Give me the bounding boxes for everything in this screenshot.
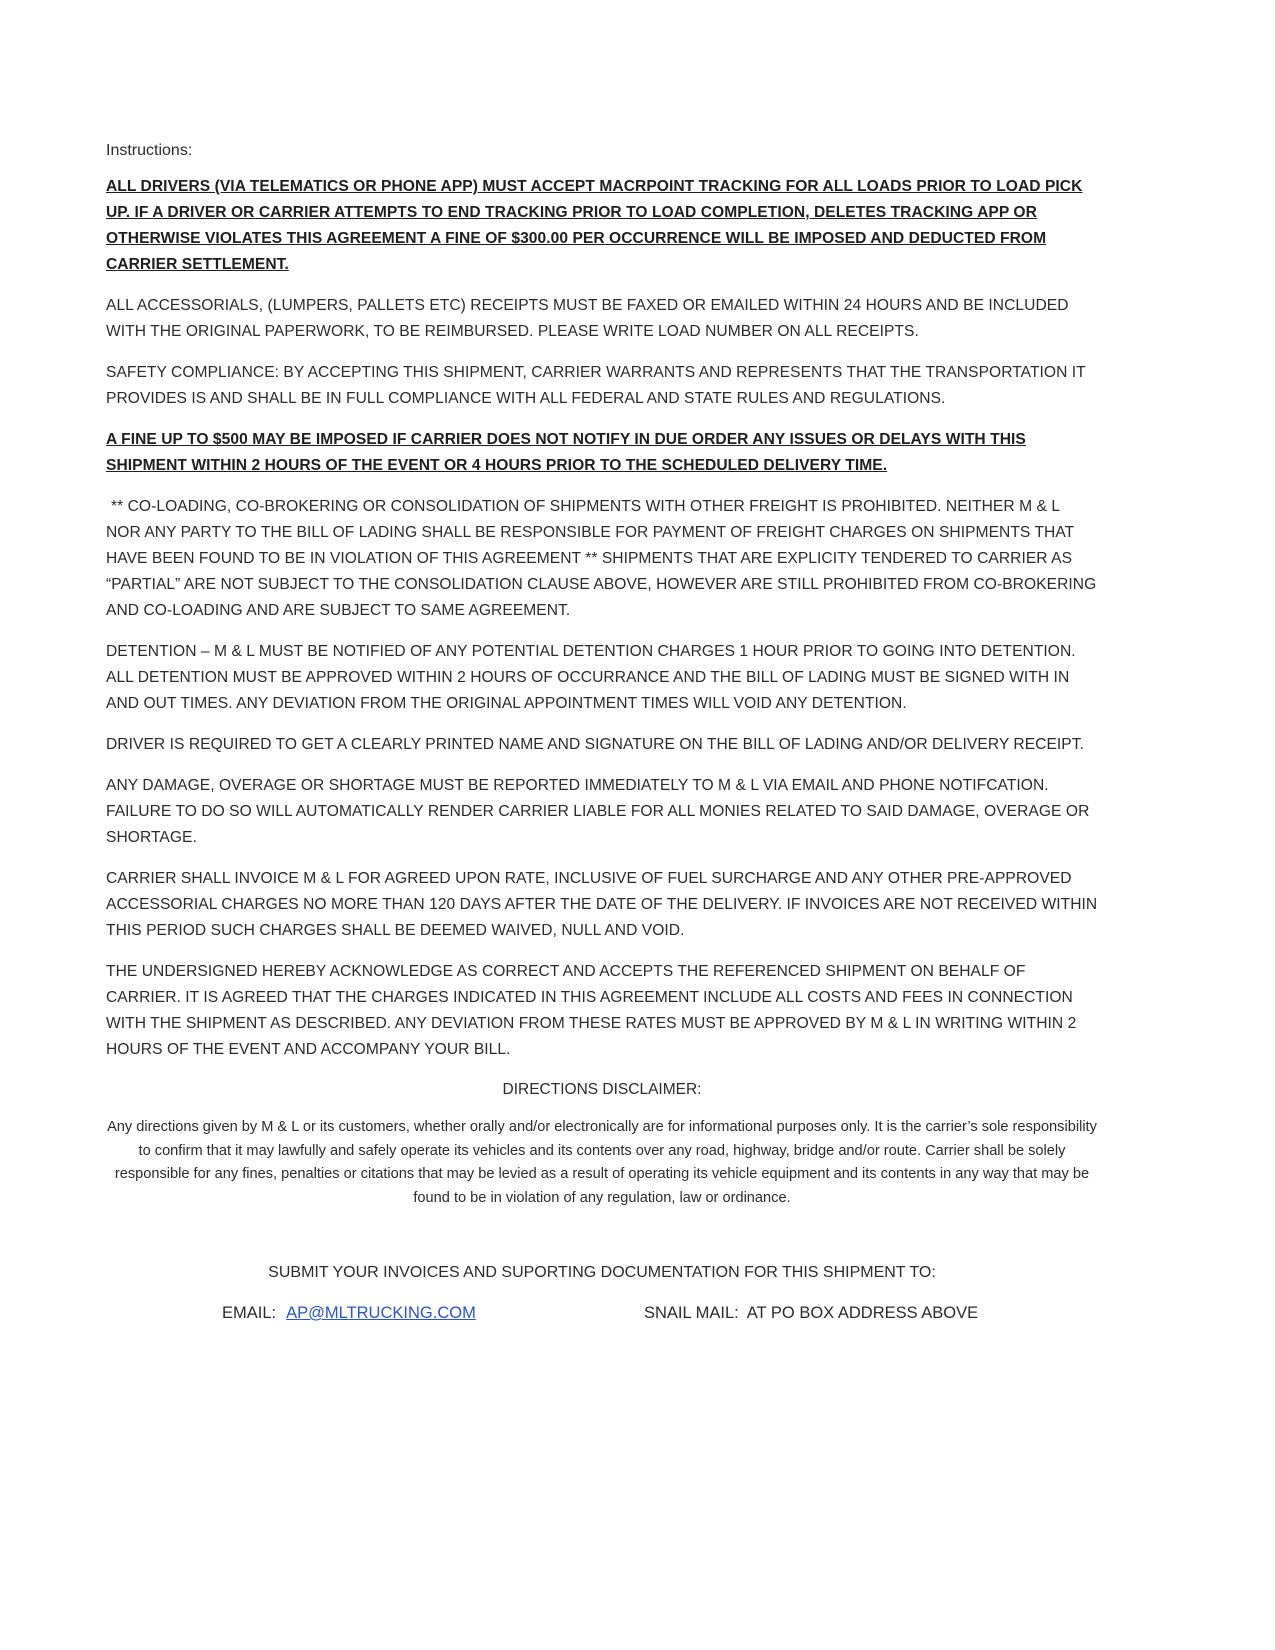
- driver-signature-paragraph: DRIVER IS REQUIRED TO GET A CLEARLY PRINTED NAME AND SIGNATURE ON THE BILL OF LADING AND/OR DELIVERY RECEIPT.: [106, 736, 1084, 753]
- contact-row: [106, 1300, 1098, 1330]
- document-page: [106, 138, 1098, 1330]
- mail-contact: [644, 1300, 978, 1326]
- damage-paragraph: ANY DAMAGE, OVERAGE OR SHORTAGE MUST BE REPORTED IMMEDIATELY TO M & L VIA EMAIL AND PHONE NOTIFCATION. FAILURE TO DO SO WILL AUTOMATICALLY RENDER CARRIER LIABLE FOR ALL MONIES RELATED TO SAID DAMAGE, OVERAGE OR SHORTAGE.: [106, 777, 1090, 846]
- disclaimer-title: DIRECTIONS DISCLAIMER:: [502, 1081, 702, 1098]
- email-contact: [222, 1300, 476, 1326]
- safety-compliance-paragraph: SAFETY COMPLIANCE: BY ACCEPTING THIS SHIPMENT, CARRIER WARRANTS AND REPRESENTS THAT THE TRANSPORTATION IT PROVIDES IS AND SHALL BE IN FULL COMPLIANCE WITH ALL FEDERAL AND STATE RULES AND REGULATIONS.: [106, 364, 1086, 407]
- co-loading-paragraph: ** CO-LOADING, CO-BROKERING OR CONSOLIDATION OF SHIPMENTS WITH OTHER FREIGHT IS PROHIBITED. NEITHER M & L NOR ANY PARTY TO THE BILL OF LADING SHALL BE RESPONSIBLE FOR PAYMENT OF FREIGHT CHARGES ON SHIPMENTS THAT HAVE BEEN FOUND TO BE IN VIOLATION OF THIS AGREEMENT ** SHIPMENTS THAT ARE EXPLICITY TENDERED TO CARRIER AS “PARTIAL” ARE NOT SUBJECT TO THE CONSOLIDATION CLAUSE ABOVE, HOWEVER ARE STILL PROHIBITED FROM CO-BROKERING AND CO-LOADING AND ARE SUBJECT TO SAME AGREEMENT.: [106, 498, 1097, 619]
- detention-paragraph: DETENTION – M & L MUST BE NOTIFIED OF ANY POTENTIAL DETENTION CHARGES 1 HOUR PRIOR TO GOING INTO DETENTION. ALL DETENTION MUST BE APPROVED WITHIN 2 HOURS OF OCCURRANCE AND THE BILL OF LADING MUST BE SIGNED WITH IN AND OUT TIMES. ANY DEVIATION FROM THE ORIGINAL APPOINTMENT TIMES WILL VOID ANY DETENTION.: [106, 643, 1076, 712]
- disclaimer-text: Any directions given by M & L or its customers, whether orally and/or electronically are for informational purposes only. It is the carrier’s sole responsibility to confirm that it may lawfully and safely operate its vehicles and its contents over any road, highway, bridge and/or route. Carrier shall be solely responsible for any fines, penalties or citations that may be levied as a result of operating its vehicle equipment and its contents in any way that may be found to be in violation of any regulation, law or ordinance.: [107, 1119, 1097, 1206]
- mail-label: SNAIL MAIL:: [644, 1304, 739, 1322]
- acknowledgement-paragraph: THE UNDERSIGNED HEREBY ACKNOWLEDGE AS CORRECT AND ACCEPTS THE REFERENCED SHIPMENT ON BEHALF OF CARRIER. IT IS AGREED THAT THE CHARGES INDICATED IN THIS AGREEMENT INCLUDE ALL COSTS AND FEES IN CONNECTION WITH THE SHIPMENT AS DESCRIBED. ANY DEVIATION FROM THESE RATES MUST BE APPROVED BY M & L IN WRITING WITHIN 2 HOURS OF THE EVENT AND ACCOMPANY YOUR BILL.: [106, 963, 1077, 1058]
- tracking-requirement-paragraph: ALL DRIVERS (VIA TELEMATICS OR PHONE APP) MUST ACCEPT MACRPOINT TRACKING FOR ALL LOADS PRIOR TO LOAD PICK UP. IF A DRIVER OR CARRIER ATTEMPTS TO END TRACKING PRIOR TO LOAD COMPLETION, DELETES TRACKING APP OR OTHERWISE VIOLATES THIS AGREEMENT A FINE OF $300.00 PER OCCURRENCE WILL BE IMPOSED AND DEDUCTED FROM CARRIER SETTLEMENT.: [106, 178, 1083, 273]
- invoice-paragraph: CARRIER SHALL INVOICE M & L FOR AGREED UPON RATE, INCLUSIVE OF FUEL SURCHARGE AND ANY OTHER PRE-APPROVED ACCESSORIAL CHARGES NO MORE THAN 120 DAYS AFTER THE DATE OF THE DELIVERY. IF INVOICES ARE NOT RECEIVED WITHIN THIS PERIOD SUCH CHARGES SHALL BE DEEMED WAIVED, NULL AND VOID.: [106, 870, 1098, 939]
- submit-instructions: SUBMIT YOUR INVOICES AND SUPORTING DOCUMENTATION FOR THIS SHIPMENT TO:: [268, 1264, 936, 1281]
- email-label: EMAIL:: [222, 1304, 277, 1322]
- mail-value: AT PO BOX ADDRESS ABOVE: [746, 1304, 979, 1322]
- email-link[interactable]: AP@MLTRUCKING.COM: [286, 1304, 476, 1322]
- instructions-heading: Instructions:: [106, 142, 193, 159]
- accessorials-paragraph: ALL ACCESSORIALS, (LUMPERS, PALLETS ETC) RECEIPTS MUST BE FAXED OR EMAILED WITHIN 24 HOURS AND BE INCLUDED WITH THE ORIGINAL PAPERWORK, TO BE REIMBURSED. PLEASE WRITE LOAD NUMBER ON ALL RECEIPTS.: [106, 297, 1069, 340]
- delay-fine-paragraph: A FINE UP TO $500 MAY BE IMPOSED IF CARRIER DOES NOT NOTIFY IN DUE ORDER ANY ISSUES OR DELAYS WITH THIS SHIPMENT WITHIN 2 HOURS OF THE EVENT OR 4 HOURS PRIOR TO THE SCHEDULED DELIVERY TIME.: [106, 431, 1026, 474]
